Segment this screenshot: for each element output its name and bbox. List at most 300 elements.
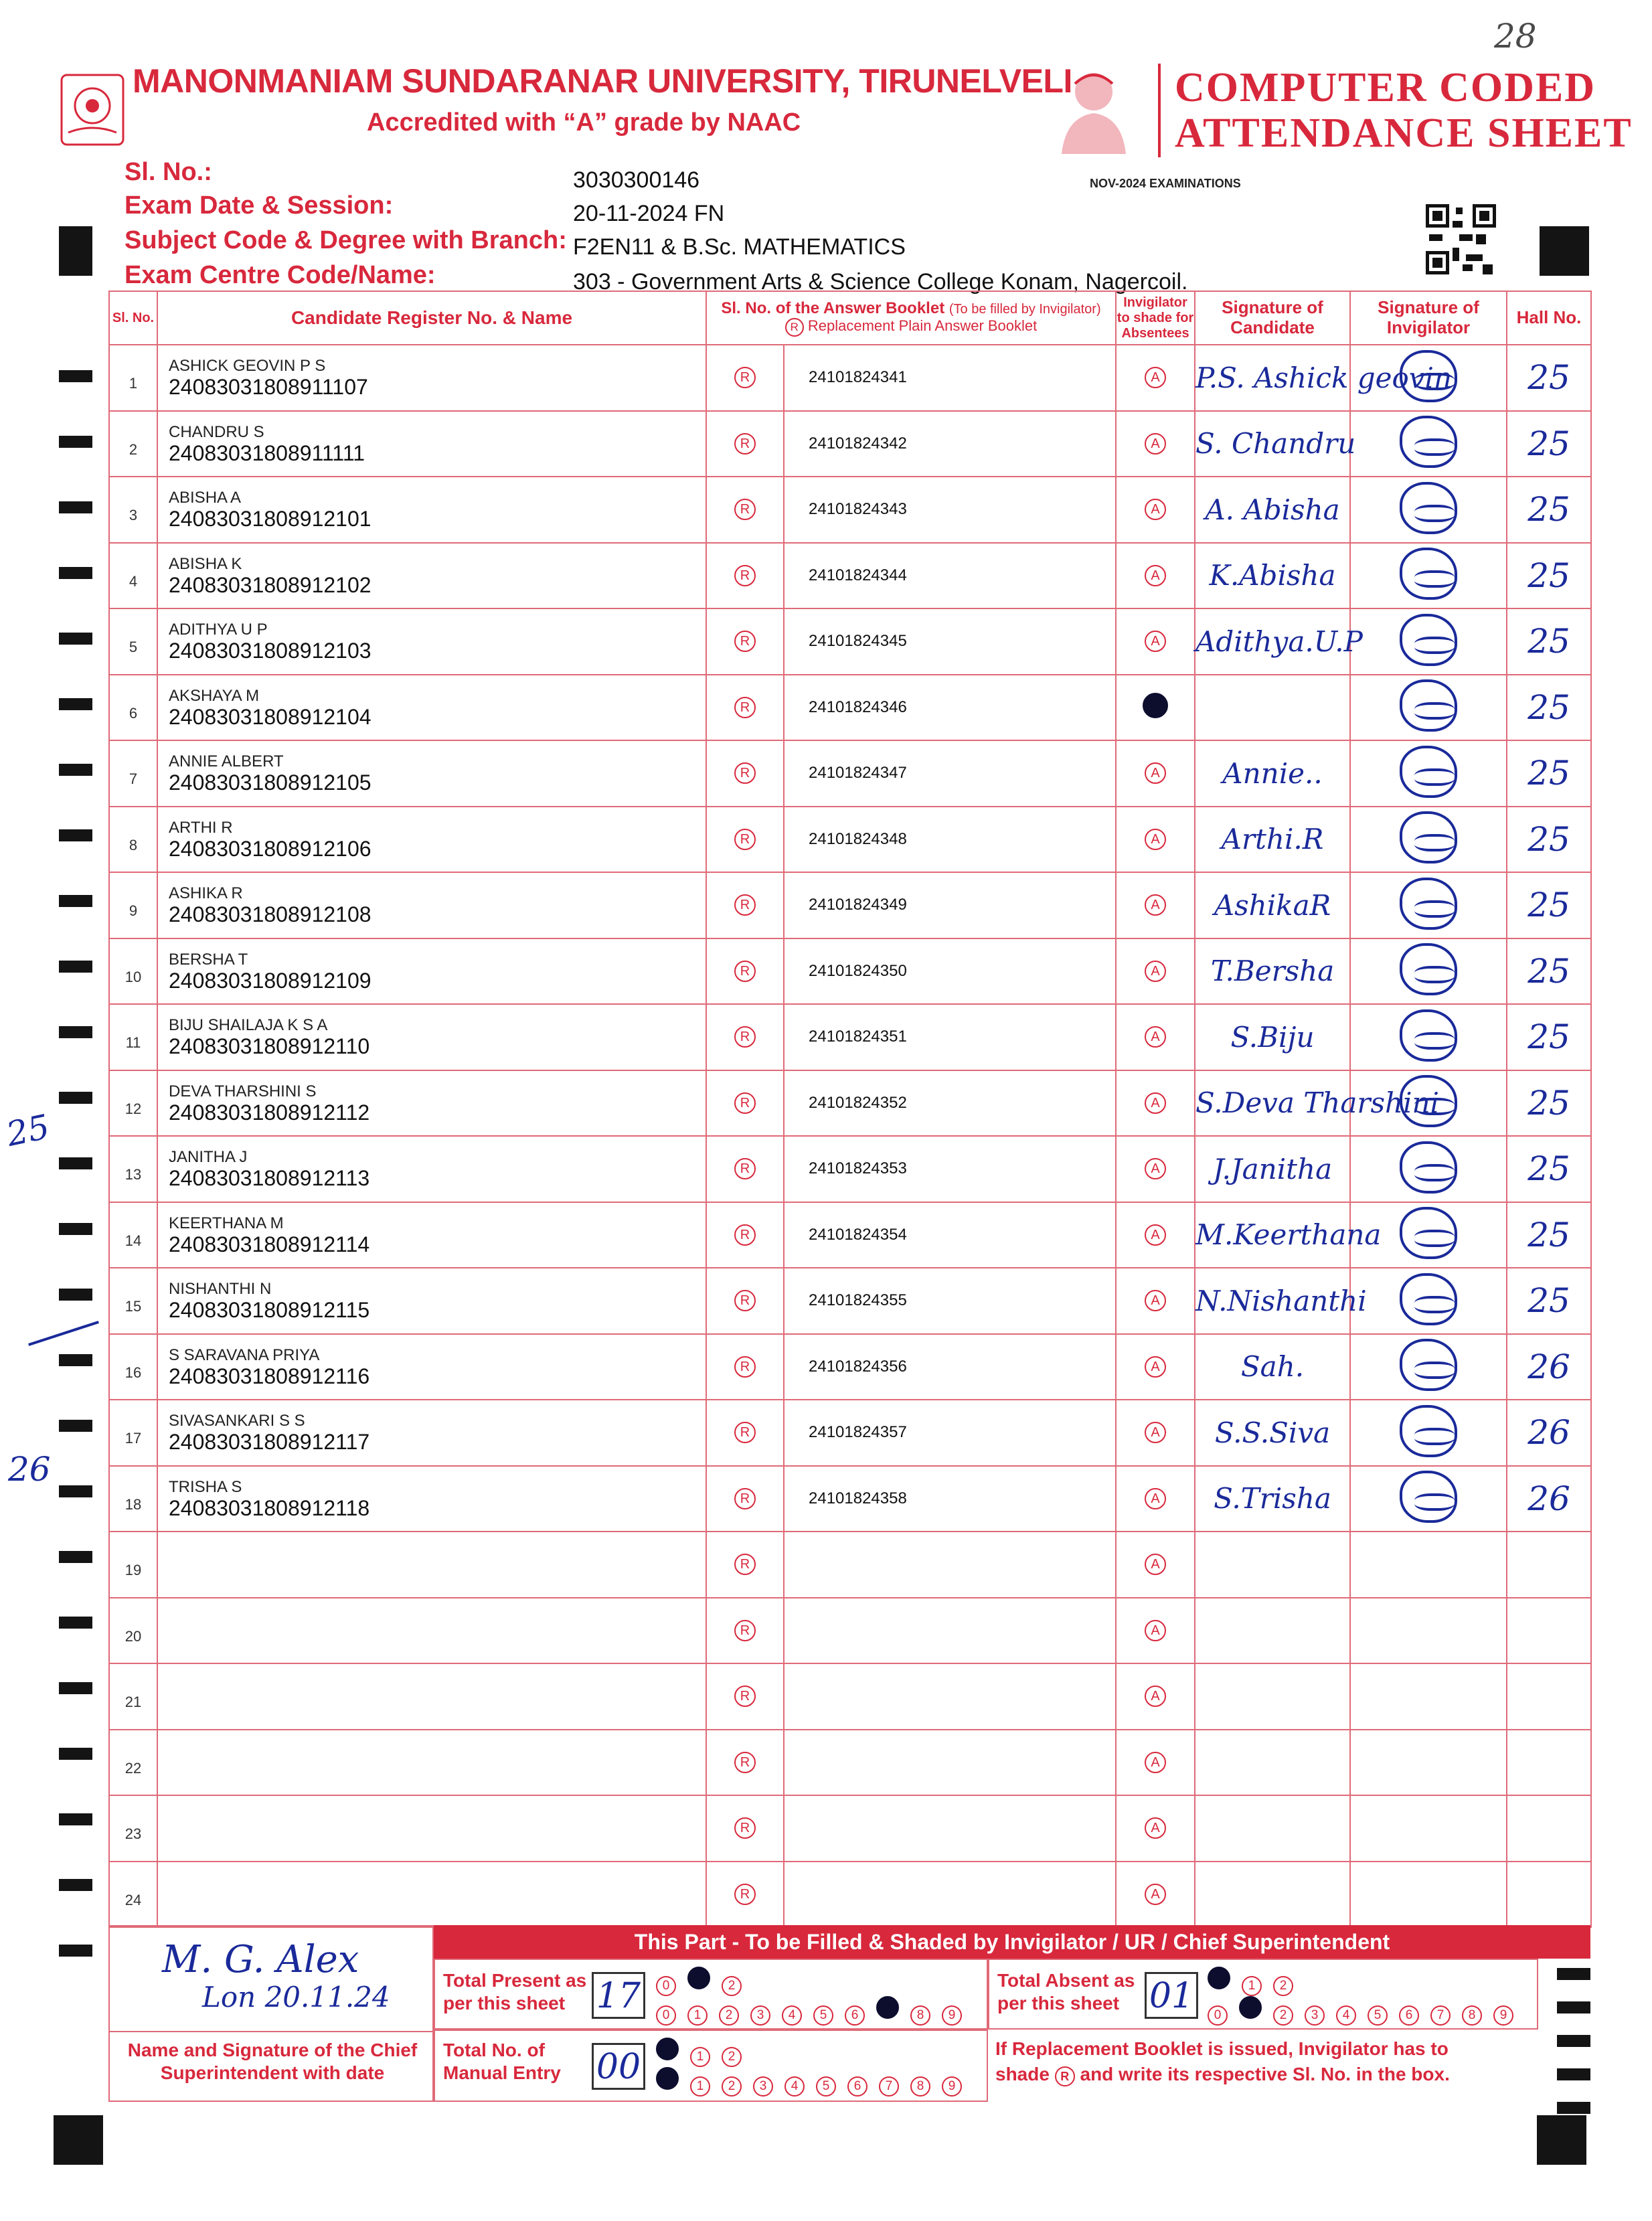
digit-bubble-3[interactable]: 3	[1305, 2005, 1325, 2026]
replacement-r-bubble[interactable]: R	[734, 565, 756, 586]
row-sl-no: 21	[109, 1663, 157, 1730]
absent-a-bubble[interactable]: A	[1145, 1884, 1166, 1905]
row-sl-no: 7	[109, 740, 157, 807]
absent-a-bubble[interactable]: A	[1145, 1685, 1166, 1707]
replacement-r-bubble[interactable]: R	[734, 1685, 756, 1707]
timing-mark	[59, 1485, 92, 1497]
row-invigilator-signature	[1350, 1004, 1507, 1070]
replacement-note-line2: and write its respective Sl. No. in the box.	[1080, 2064, 1450, 2084]
candidate-name: S SARAVANA PRIYA	[169, 1345, 320, 1364]
digit-bubble-4[interactable]: 4	[1336, 2005, 1356, 2026]
absent-a-bubble[interactable]: A	[1145, 1224, 1166, 1246]
manual-entry-value[interactable]	[592, 2043, 645, 2090]
chief-superintendent-box	[108, 1925, 434, 2102]
row-absent[interactable]	[1116, 740, 1195, 807]
candidate-name: NISHANTHI N	[169, 1280, 272, 1299]
row-booklet-no	[784, 1663, 1116, 1730]
row-hall-no	[1507, 1004, 1591, 1070]
row-hall-no	[1507, 608, 1591, 675]
row-booklet-no: 24101824342	[784, 411, 1116, 477]
total-present-value[interactable]	[592, 1972, 645, 2019]
row-booklet-no: 24101824347	[784, 740, 1116, 807]
hall-no: 25	[1527, 1281, 1570, 1321]
candidate-register-no: 24083031808912113	[169, 1166, 370, 1191]
digit-bubble-5[interactable]: 5	[813, 2005, 833, 2026]
table-row	[109, 807, 1591, 873]
row-sl-no: 8	[109, 807, 157, 873]
digit-bubble-3[interactable]: 3	[750, 2005, 770, 2026]
invigilator-banner: This Part - To be Filled & Shaded by Invigilator / UR / Chief Superintendent	[434, 1925, 1590, 1959]
row-booklet-no: 24101824358	[784, 1466, 1116, 1532]
row-sl-no: 12	[109, 1070, 157, 1137]
digit-bubble-1[interactable]	[687, 1967, 710, 1989]
candidate-signature: AshikaR	[1214, 888, 1331, 922]
digit-bubble-6[interactable]: 6	[1399, 2005, 1419, 2026]
row-absent[interactable]	[1116, 608, 1195, 675]
candidate-register-no: 24083031808912116	[169, 1364, 370, 1388]
booklet-note: (To be filled by Invigilator)	[948, 301, 1101, 317]
candidate-register-no: 24083031808912101	[169, 507, 371, 531]
sl-no-value: 3030300146	[573, 167, 700, 193]
row-booklet-no: 24101824355	[784, 1268, 1116, 1334]
replacement-r-bubble[interactable]: R	[734, 1092, 756, 1114]
candidate-register-no: 24083031808912114	[169, 1232, 370, 1256]
absent-a-bubble[interactable]: A	[1145, 433, 1166, 455]
digit-bubble-2[interactable]: 2	[1273, 1976, 1293, 1996]
replacement-r-bubble[interactable]: R	[734, 1422, 756, 1443]
col-candidate-signature: Signature of Candidate	[1195, 291, 1350, 345]
digit-bubble-0[interactable]: 0	[656, 1976, 676, 1996]
table-row	[109, 1730, 1591, 1796]
row-candidate-signature	[1195, 872, 1350, 938]
digit-bubble-3[interactable]: 3	[753, 2076, 773, 2096]
absent-a-bubble[interactable]: A	[1145, 1092, 1166, 1114]
row-hall-no	[1507, 1795, 1591, 1862]
replacement-r-bubble[interactable]: R	[734, 1752, 756, 1773]
row-replacement[interactable]	[706, 1795, 784, 1862]
row-candidate-signature	[1195, 1862, 1350, 1928]
replacement-r-bubble[interactable]: R	[734, 1817, 756, 1839]
row-absent[interactable]	[1116, 1400, 1195, 1466]
candidate-name: ABISHA A	[169, 489, 242, 507]
row-absent[interactable]	[1116, 411, 1195, 477]
absent-a-bubble[interactable]: A	[1145, 499, 1166, 520]
centre-value: 303 - Government Arts & Science College Konam, Nagercoil.	[573, 269, 1188, 295]
row-hall-no	[1507, 1862, 1591, 1928]
replacement-r-bubble[interactable]: R	[734, 499, 756, 520]
digit-bubble-8[interactable]: 8	[910, 2005, 930, 2026]
footer-section	[108, 1925, 1590, 2102]
row-absent[interactable]	[1116, 1730, 1195, 1796]
hall-no: 26	[1527, 1413, 1570, 1453]
invigilator-signature-mark	[1400, 1273, 1457, 1325]
absent-a-bubble[interactable]: A	[1145, 631, 1166, 652]
absent-a-bubble[interactable]: A	[1145, 894, 1166, 916]
digit-bubble-2[interactable]: 2	[722, 2076, 742, 2096]
row-sl-no: 13	[109, 1136, 157, 1202]
digit-bubble-9[interactable]: 9	[1493, 2005, 1513, 2026]
digit-bubble-8[interactable]: 8	[910, 2076, 930, 2096]
row-absent[interactable]	[1116, 1532, 1195, 1598]
booklet-main-label: Sl. No. of the Answer Booklet	[721, 299, 945, 317]
present-tens-bubbles[interactable]	[656, 1967, 753, 1996]
timing-mark	[59, 1551, 92, 1563]
total-present-number: 17	[596, 1976, 641, 2016]
row-replacement[interactable]	[706, 675, 784, 741]
candidate-name: ANNIE ALBERT	[169, 752, 284, 771]
row-booklet-no: 24101824350	[784, 938, 1116, 1005]
digit-bubble-1[interactable]: 1	[690, 2076, 710, 2096]
row-replacement[interactable]	[706, 807, 784, 873]
row-invigilator-signature	[1350, 411, 1507, 477]
row-candidate-signature	[1195, 675, 1350, 741]
digit-bubble-0[interactable]: 0	[656, 2005, 676, 2026]
replacement-r-bubble[interactable]: R	[734, 367, 756, 388]
row-replacement[interactable]	[706, 1730, 784, 1796]
digit-bubble-2[interactable]: 2	[1273, 2005, 1293, 2026]
replacement-r-bubble[interactable]: R	[734, 1356, 756, 1378]
candidate-signature: J.Janitha	[1212, 1152, 1333, 1185]
row-replacement[interactable]	[706, 1400, 784, 1466]
candidate-register-no: 24083031808912117	[169, 1430, 370, 1455]
row-absent[interactable]	[1116, 807, 1195, 873]
row-candidate	[157, 675, 706, 741]
candidate-signature: S.Biju	[1230, 1020, 1315, 1054]
absent-a-bubble[interactable]: A	[1145, 1422, 1166, 1443]
row-booklet-no: 24101824344	[784, 543, 1116, 609]
row-absent[interactable]	[1116, 345, 1195, 411]
digit-bubble-4[interactable]: 4	[784, 2076, 805, 2096]
absent-units-bubbles[interactable]	[1208, 1996, 1525, 2026]
row-absent[interactable]	[1116, 1598, 1195, 1664]
row-replacement[interactable]	[706, 345, 784, 411]
hall-no: 25	[1527, 819, 1570, 859]
row-absent[interactable]	[1116, 1334, 1195, 1400]
timing-mark	[59, 501, 92, 513]
row-absent[interactable]	[1116, 543, 1195, 609]
absent-a-bubble[interactable]: A	[1145, 1817, 1166, 1839]
timing-mark	[59, 1092, 92, 1104]
row-candidate	[157, 1730, 706, 1796]
digit-bubble-2[interactable]: 2	[719, 2005, 739, 2026]
candidate-signature: K.Abisha	[1209, 559, 1336, 592]
table-row	[109, 1663, 1591, 1730]
absent-a-bubble[interactable]: A	[1145, 1356, 1166, 1378]
candidate-name: DEVA THARSHINI S	[169, 1082, 317, 1100]
row-candidate	[157, 1268, 706, 1334]
total-absent-label: Total Absent as per this sheet	[997, 1970, 1135, 2013]
row-replacement[interactable]	[706, 740, 784, 807]
row-absent[interactable]	[1116, 477, 1195, 543]
row-hall-no	[1507, 807, 1591, 873]
row-replacement[interactable]	[706, 1070, 784, 1137]
candidate-register-no: 24083031808912115	[169, 1298, 370, 1323]
absent-a-bubble[interactable]: A	[1145, 1290, 1166, 1311]
row-candidate-signature	[1195, 740, 1350, 807]
absent-a-bubble[interactable]: A	[1145, 1620, 1166, 1641]
chief-label: Name and Signature of the Chief Superintendent with date	[127, 2040, 418, 2083]
row-absent[interactable]	[1116, 1862, 1195, 1928]
digit-bubble-2[interactable]: 2	[722, 2047, 742, 2067]
row-invigilator-signature	[1350, 938, 1507, 1005]
row-replacement[interactable]	[706, 608, 784, 675]
candidate-name: CHANDRU S	[169, 422, 264, 441]
margin-divider-stroke	[28, 1321, 99, 1346]
table-row	[109, 477, 1591, 543]
digit-bubble-1[interactable]: 1	[690, 2047, 710, 2067]
timing-mark	[59, 226, 92, 276]
absent-tens-bubbles[interactable]	[1208, 1967, 1305, 1996]
digit-bubble-1[interactable]: 1	[1242, 1976, 1262, 1996]
row-booklet-no: 24101824357	[784, 1400, 1116, 1466]
university-name: MANONMANIAM SUNDARANAR UNIVERSITY, TIRUNELVELI	[133, 62, 1072, 100]
digit-bubble-9[interactable]: 9	[942, 2005, 962, 2026]
replacement-r-bubble[interactable]: R	[734, 829, 756, 850]
row-sl-no: 3	[109, 477, 157, 543]
timing-mark	[54, 2115, 103, 2165]
row-absent[interactable]	[1116, 1136, 1195, 1202]
replacement-r-bubble[interactable]: R	[734, 1620, 756, 1641]
table-row	[109, 345, 1591, 411]
row-replacement[interactable]	[706, 938, 784, 1005]
digit-bubble-8[interactable]: 8	[1462, 2005, 1482, 2026]
row-replacement[interactable]	[706, 1268, 784, 1334]
row-candidate-signature	[1195, 1795, 1350, 1862]
candidate-name: ABISHA K	[169, 554, 242, 573]
hall-no: 25	[1527, 556, 1570, 595]
row-absent[interactable]	[1116, 938, 1195, 1005]
candidate-name: ASHICK GEOVIN P S	[169, 357, 326, 376]
absent-a-bubble[interactable]: A	[1145, 961, 1166, 982]
table-row	[109, 740, 1591, 807]
row-absent[interactable]	[1116, 675, 1195, 741]
candidate-name: ARTHI R	[169, 818, 233, 837]
timing-mark	[59, 1617, 92, 1629]
timing-mark	[59, 698, 92, 710]
digit-bubble-9[interactable]: 9	[942, 2076, 962, 2096]
row-invigilator-signature	[1350, 1268, 1507, 1334]
replacement-r-icon: R	[1055, 2066, 1075, 2086]
invigilator-signature-mark	[1400, 943, 1457, 995]
row-candidate	[157, 807, 706, 873]
row-replacement[interactable]	[706, 1532, 784, 1598]
col-candidate: Candidate Register No. & Name	[157, 291, 706, 345]
attendance-table	[108, 291, 1592, 1928]
absent-a-bubble[interactable]: A	[1145, 1488, 1166, 1509]
invigilator-signature-mark	[1400, 548, 1457, 600]
candidate-signature: A. Abisha	[1205, 493, 1340, 526]
chief-signature	[162, 1938, 390, 2016]
candidate-register-no: 24083031808912112	[169, 1100, 370, 1125]
absent-a-bubble[interactable]	[1143, 693, 1168, 718]
digit-bubble-1[interactable]	[1239, 1996, 1262, 2019]
timing-mark	[59, 1879, 92, 1891]
row-replacement[interactable]	[706, 872, 784, 938]
replacement-r-bubble[interactable]: R	[734, 1554, 756, 1575]
row-absent[interactable]	[1116, 1070, 1195, 1137]
row-replacement[interactable]	[706, 1598, 784, 1664]
candidate-register-no: 24083031808911111	[169, 440, 365, 465]
row-hall-no	[1507, 543, 1591, 609]
absent-a-bubble[interactable]: A	[1145, 829, 1166, 850]
hall-no: 26	[1527, 1479, 1570, 1518]
absent-a-bubble[interactable]: A	[1145, 762, 1166, 784]
absent-a-bubble[interactable]: A	[1145, 1158, 1166, 1179]
hall-no: 25	[1527, 424, 1570, 463]
candidate-name: AKSHAYA M	[169, 686, 260, 705]
row-replacement[interactable]	[706, 1862, 784, 1928]
manual-tens-bubbles[interactable]	[656, 2038, 753, 2067]
row-replacement[interactable]	[706, 1202, 784, 1268]
total-absent-value[interactable]	[1145, 1972, 1198, 2019]
row-sl-no: 20	[109, 1598, 157, 1664]
replacement-r-bubble[interactable]: R	[734, 762, 756, 784]
present-units-bubbles[interactable]	[656, 1996, 973, 2026]
absent-a-bubble[interactable]: A	[1145, 1026, 1166, 1048]
row-absent[interactable]	[1116, 1663, 1195, 1730]
timing-mark	[59, 961, 92, 973]
row-absent[interactable]	[1116, 1004, 1195, 1070]
university-emblem-icon	[59, 72, 126, 147]
chief-signature-name: M. G. Alex	[162, 1938, 359, 1981]
replacement-r-bubble[interactable]: R	[734, 961, 756, 982]
replacement-r-bubble[interactable]: R	[734, 1290, 756, 1311]
digit-bubble-0[interactable]	[656, 2067, 679, 2090]
row-hall-no	[1507, 675, 1591, 741]
table-row	[109, 1532, 1591, 1598]
digit-bubble-5[interactable]: 5	[816, 2076, 836, 2096]
row-hall-no	[1507, 1730, 1591, 1796]
digit-bubble-7[interactable]	[876, 1996, 899, 2019]
timing-mark	[59, 567, 92, 579]
row-absent[interactable]	[1116, 1466, 1195, 1532]
row-booklet-no: 24101824349	[784, 872, 1116, 938]
row-sl-no: 16	[109, 1334, 157, 1400]
row-candidate	[157, 1532, 706, 1598]
table-row	[109, 675, 1591, 741]
digit-bubble-1[interactable]: 1	[687, 2005, 708, 2026]
digit-bubble-7[interactable]: 7	[1430, 2005, 1451, 2026]
digit-bubble-4[interactable]: 4	[782, 2005, 802, 2026]
replacement-r-bubble[interactable]: R	[734, 894, 756, 916]
table-row	[109, 1202, 1591, 1268]
subject-label: Subject Code & Degree with Branch:	[125, 226, 567, 254]
table-row	[109, 1334, 1591, 1400]
replacement-r-bubble[interactable]: R	[734, 433, 756, 455]
row-booklet-no: 24101824354	[784, 1202, 1116, 1268]
hall-no: 26	[1527, 1347, 1570, 1386]
timing-mark	[59, 370, 92, 382]
row-hall-no	[1507, 1466, 1591, 1532]
replacement-r-bubble[interactable]: R	[734, 1488, 756, 1509]
replacement-r-bubble[interactable]: R	[734, 1224, 756, 1246]
row-invigilator-signature	[1350, 675, 1507, 741]
row-candidate-signature	[1195, 345, 1453, 411]
candidate-signature: P.S. Ashick geovin	[1195, 361, 1453, 394]
row-replacement[interactable]	[706, 1004, 784, 1070]
hall-no: 25	[1527, 1149, 1570, 1189]
row-candidate-signature	[1195, 1598, 1350, 1664]
row-replacement[interactable]	[706, 1663, 784, 1730]
row-absent[interactable]	[1116, 872, 1195, 938]
invigilator-signature-mark	[1400, 350, 1457, 402]
row-hall-no	[1507, 477, 1591, 543]
digit-bubble-6[interactable]: 6	[847, 2076, 868, 2096]
manual-units-bubbles[interactable]	[656, 2067, 973, 2096]
row-replacement[interactable]	[706, 477, 784, 543]
digit-bubble-7[interactable]: 7	[879, 2076, 899, 2096]
row-replacement[interactable]	[706, 1466, 784, 1532]
table-row	[109, 608, 1591, 675]
row-sl-no: 2	[109, 411, 157, 477]
candidate-register-no: 24083031808912102	[169, 572, 371, 597]
row-invigilator-signature	[1350, 1862, 1507, 1928]
row-candidate-signature	[1195, 543, 1350, 609]
absent-a-bubble[interactable]: A	[1145, 565, 1166, 586]
digit-bubble-2[interactable]: 2	[722, 1976, 742, 1996]
row-replacement[interactable]	[706, 411, 784, 477]
row-booklet-no	[784, 1730, 1116, 1796]
row-sl-no: 11	[109, 1004, 157, 1070]
total-absent-number: 01	[1149, 1976, 1194, 2016]
digit-bubble-0[interactable]: 0	[1208, 2005, 1228, 2026]
invigilator-signature-mark	[1400, 679, 1457, 732]
invigilator-signature-mark	[1400, 878, 1457, 930]
row-booklet-no: 24101824346	[784, 675, 1116, 741]
absent-a-bubble[interactable]: A	[1145, 1752, 1166, 1773]
digit-bubble-0[interactable]	[656, 2038, 679, 2060]
row-hall-no	[1507, 1400, 1591, 1466]
replacement-r-bubble[interactable]: R	[734, 697, 756, 718]
candidate-register-no: 24083031808912109	[169, 968, 371, 993]
row-hall-no	[1507, 1268, 1591, 1334]
absent-a-bubble[interactable]: A	[1145, 1554, 1166, 1575]
candidate-signature: M.Keerthana	[1195, 1218, 1382, 1252]
margin-note-bottom: 26	[8, 1450, 51, 1489]
row-absent[interactable]	[1116, 1795, 1195, 1862]
row-absent[interactable]	[1116, 1268, 1195, 1334]
replacement-r-bubble[interactable]: R	[734, 1884, 756, 1905]
row-replacement[interactable]	[706, 543, 784, 609]
row-candidate	[157, 1663, 706, 1730]
candidate-register-no: 24083031808912118	[169, 1495, 370, 1520]
replacement-r-bubble[interactable]: R	[734, 1158, 756, 1179]
timing-mark	[59, 895, 92, 907]
row-sl-no: 18	[109, 1466, 157, 1532]
row-absent[interactable]	[1116, 1202, 1195, 1268]
digit-bubble-0[interactable]	[1208, 1967, 1230, 1989]
row-replacement[interactable]	[706, 1334, 784, 1400]
absent-a-bubble[interactable]: A	[1145, 367, 1166, 388]
row-sl-no: 23	[109, 1795, 157, 1862]
replacement-r-bubble[interactable]: R	[734, 1026, 756, 1048]
row-candidate-signature	[1195, 1004, 1350, 1070]
row-candidate-signature	[1195, 1136, 1350, 1202]
invigilator-signature-mark	[1400, 1471, 1457, 1523]
digit-bubble-6[interactable]: 6	[845, 2005, 865, 2026]
replacement-r-bubble[interactable]: R	[734, 631, 756, 652]
table-row	[109, 1598, 1591, 1664]
row-sl-no: 6	[109, 675, 157, 741]
invigilator-signature-mark	[1400, 482, 1457, 534]
digit-bubble-5[interactable]: 5	[1368, 2005, 1388, 2026]
sheet-title-line2: ATTENDANCE SHEET	[1175, 110, 1633, 156]
candidate-register-no: 24083031808912108	[169, 902, 371, 927]
margin-note-top: 25	[3, 1107, 53, 1154]
row-invigilator-signature	[1350, 608, 1507, 675]
row-replacement[interactable]	[706, 1136, 784, 1202]
row-sl-no: 5	[109, 608, 157, 675]
